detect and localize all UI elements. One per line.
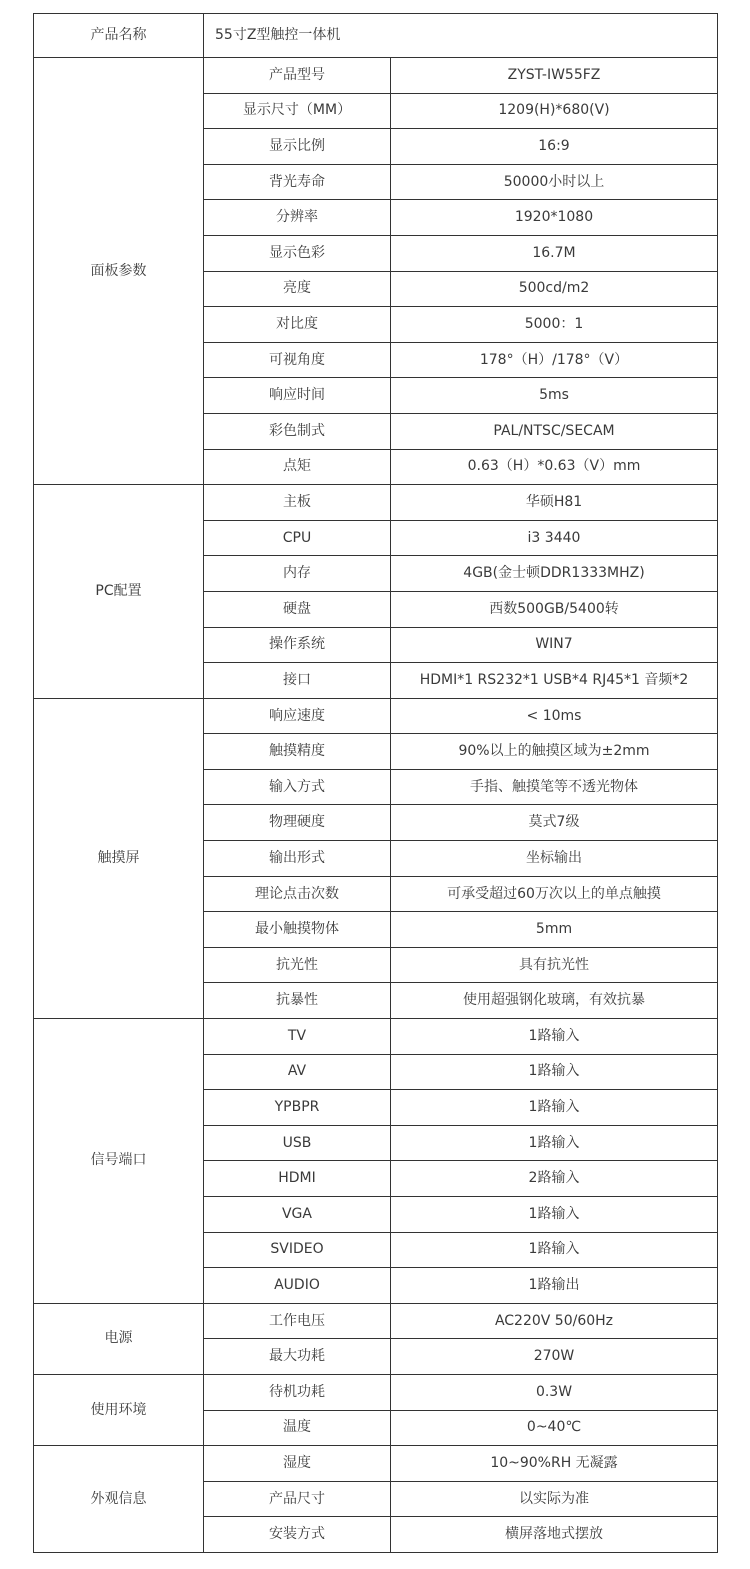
row-value: 178°（H）/178°（V） — [391, 342, 718, 378]
spec-sheet — [33, 13, 718, 1553]
section-label-touch: 触摸屏 — [34, 698, 204, 1018]
table-row — [34, 698, 718, 734]
row-value: 1路输入 — [391, 1054, 718, 1090]
row-label: USB — [204, 1125, 391, 1161]
row-value: < 10ms — [391, 698, 718, 734]
table-row — [34, 1374, 718, 1410]
row-label: SVIDEO — [204, 1232, 391, 1268]
row-value: 5000：1 — [391, 307, 718, 343]
row-label: 点矩 — [204, 449, 391, 485]
row-value: 西数500GB/5400转 — [391, 591, 718, 627]
row-label: 理论点击次数 — [204, 876, 391, 912]
row-label: 待机功耗 — [204, 1374, 391, 1410]
row-value: 坐标输出 — [391, 841, 718, 877]
table-row — [34, 1303, 718, 1339]
row-value: 0.3W — [391, 1374, 718, 1410]
section-label-signal: 信号端口 — [34, 1019, 204, 1304]
row-value: ZYST-IW55FZ — [391, 58, 718, 94]
row-label: AUDIO — [204, 1268, 391, 1304]
row-value: 90%以上的触摸区域为±2mm — [391, 734, 718, 770]
row-label: TV — [204, 1019, 391, 1055]
row-value: 0~40℃ — [391, 1410, 718, 1446]
row-value: 以实际为准 — [391, 1481, 718, 1517]
row-label: 温度 — [204, 1410, 391, 1446]
row-value: 5mm — [391, 912, 718, 948]
row-value: 横屏落地式摆放 — [391, 1517, 718, 1553]
row-value: 2路输入 — [391, 1161, 718, 1197]
row-label: 最大功耗 — [204, 1339, 391, 1375]
row-value: 0.63（H）*0.63（V）mm — [391, 449, 718, 485]
row-label: 显示色彩 — [204, 235, 391, 271]
row-label: 安装方式 — [204, 1517, 391, 1553]
row-value: 1路输入 — [391, 1090, 718, 1126]
spec-table — [33, 13, 718, 1553]
row-value: PAL/NTSC/SECAM — [391, 413, 718, 449]
row-value: 16:9 — [391, 129, 718, 165]
row-label: 主板 — [204, 485, 391, 521]
row-value: 1路输入 — [391, 1019, 718, 1055]
section-label-power: 电源 — [34, 1303, 204, 1374]
row-label: 对比度 — [204, 307, 391, 343]
row-label: 操作系统 — [204, 627, 391, 663]
product-name-label: 产品名称 — [34, 14, 204, 58]
row-label: 抗光性 — [204, 947, 391, 983]
row-value: 可承受超过60万次以上的单点触摸 — [391, 876, 718, 912]
table-row — [34, 14, 718, 58]
section-label-pc: PC配置 — [34, 485, 204, 699]
row-value: 1路输入 — [391, 1232, 718, 1268]
row-value: 1920*1080 — [391, 200, 718, 236]
row-value: 270W — [391, 1339, 718, 1375]
row-label: 显示尺寸（MM） — [204, 93, 391, 129]
product-name-value: 55寸Z型触控一体机 — [204, 14, 718, 58]
row-value: 10~90%RH 无凝露 — [391, 1446, 718, 1482]
row-label: 物理硬度 — [204, 805, 391, 841]
section-label-environment: 使用环境 — [34, 1374, 204, 1445]
row-value: i3 3440 — [391, 520, 718, 556]
row-label: 内存 — [204, 556, 391, 592]
row-label: 触摸精度 — [204, 734, 391, 770]
row-label: 接口 — [204, 663, 391, 699]
row-label: 最小触摸物体 — [204, 912, 391, 948]
row-value: 华硕H81 — [391, 485, 718, 521]
table-row — [34, 485, 718, 521]
row-label: 输出形式 — [204, 841, 391, 877]
row-label: 亮度 — [204, 271, 391, 307]
row-label: 分辨率 — [204, 200, 391, 236]
row-label: VGA — [204, 1197, 391, 1233]
row-label: HDMI — [204, 1161, 391, 1197]
row-label: 湿度 — [204, 1446, 391, 1482]
row-value: 1路输入 — [391, 1197, 718, 1233]
row-label: 工作电压 — [204, 1303, 391, 1339]
row-value: 1路输入 — [391, 1125, 718, 1161]
row-value: 1209(H)*680(V) — [391, 93, 718, 129]
row-value: 莫式7级 — [391, 805, 718, 841]
row-label: YPBPR — [204, 1090, 391, 1126]
table-row — [34, 1446, 718, 1482]
row-label: 硬盘 — [204, 591, 391, 627]
row-label: 显示比例 — [204, 129, 391, 165]
section-label-appearance: 外观信息 — [34, 1446, 204, 1553]
row-value: 50000小时以上 — [391, 164, 718, 200]
row-label: 抗暴性 — [204, 983, 391, 1019]
section-label-panel: 面板参数 — [34, 58, 204, 485]
row-label: 响应时间 — [204, 378, 391, 414]
row-value: 具有抗光性 — [391, 947, 718, 983]
row-value: HDMI*1 RS232*1 USB*4 RJ45*1 音频*2 — [391, 663, 718, 699]
row-label: 产品尺寸 — [204, 1481, 391, 1517]
row-label: 可视角度 — [204, 342, 391, 378]
row-label: AV — [204, 1054, 391, 1090]
row-label: 产品型号 — [204, 58, 391, 94]
row-label: 响应速度 — [204, 698, 391, 734]
row-value: 16.7M — [391, 235, 718, 271]
row-value: AC220V 50/60Hz — [391, 1303, 718, 1339]
table-row — [34, 1019, 718, 1055]
row-label: CPU — [204, 520, 391, 556]
row-value: 使用超强钢化玻璃，有效抗暴 — [391, 983, 718, 1019]
row-label: 彩色制式 — [204, 413, 391, 449]
row-value: 5ms — [391, 378, 718, 414]
row-value: 手指、触摸笔等不透光物体 — [391, 769, 718, 805]
table-row — [34, 58, 718, 94]
row-value: 4GB(金士顿DDR1333MHZ) — [391, 556, 718, 592]
row-value: 500cd/m2 — [391, 271, 718, 307]
row-label: 背光寿命 — [204, 164, 391, 200]
row-label: 输入方式 — [204, 769, 391, 805]
row-value: 1路输出 — [391, 1268, 718, 1304]
row-value: WIN7 — [391, 627, 718, 663]
